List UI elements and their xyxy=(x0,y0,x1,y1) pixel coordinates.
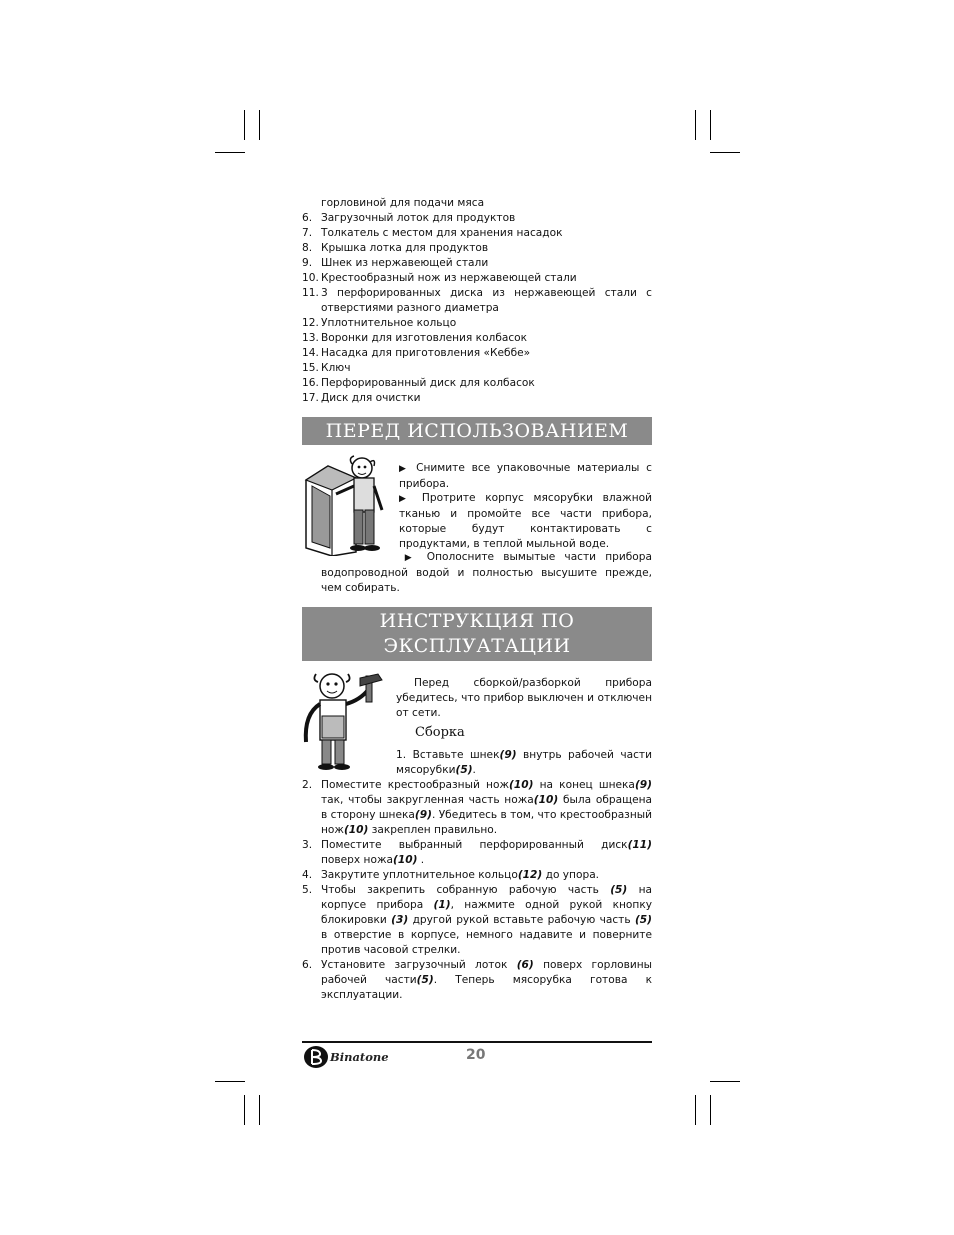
parts-list xyxy=(302,196,652,406)
handyman-illustration xyxy=(300,670,392,774)
section-title-instructions: ИНСТРУКЦИЯ ПО ЭКСПЛУАТАЦИИ xyxy=(302,607,652,661)
step-4: 4. Закрутите уплотнительное кольцо(12) до упора. xyxy=(302,869,600,881)
list-item: 16. Перфорированный диск для колбасок xyxy=(302,377,535,389)
crop-mark xyxy=(244,1095,245,1125)
steps-list xyxy=(302,778,652,1003)
binatone-logo-icon xyxy=(302,1045,330,1069)
crop-mark xyxy=(710,110,711,140)
step-1: 1. Вставьте шнек(9) внутрь рабочей части мясорубки(5). xyxy=(396,749,652,776)
subheading-assembly: Сборка xyxy=(415,725,465,740)
list-item: 8. Крышка лотка для продуктов xyxy=(302,242,489,254)
crop-mark xyxy=(710,152,740,153)
crop-mark xyxy=(215,152,245,153)
list-item: 14. Насадка для приготовления «Кеббе» xyxy=(302,347,531,359)
crop-mark xyxy=(259,1095,260,1125)
crop-mark xyxy=(244,110,245,140)
list-item: 15. Ключ xyxy=(302,362,351,374)
crop-mark xyxy=(710,1081,740,1082)
intro-paragraph: Перед сборкой/разборкой прибора убедитесь, что прибор выключен и отключен от сети. xyxy=(396,677,652,719)
list-item: 10. Крестообразный нож из нержавеющей стали xyxy=(302,272,577,284)
step-6: 6. Установите загрузочный лоток (6) поверх горловины рабочей части(5). Теперь мясорубка готова к эксплуатации. xyxy=(302,959,653,1001)
cleaning-man-illustration xyxy=(302,452,398,556)
list-item: 13. Воронки для изготовления колбасок xyxy=(302,332,528,344)
bullet-1: ▶ Снимите все упаковочные материалы с прибора. xyxy=(399,462,652,490)
footer-rule xyxy=(302,1041,652,1043)
crop-mark xyxy=(259,110,260,140)
section-title-before-use: ПЕРЕД ИСПОЛЬЗОВАНИЕМ xyxy=(302,417,652,445)
crop-mark xyxy=(710,1095,711,1125)
list-item: 12. Уплотнительное кольцо xyxy=(302,317,457,329)
bullet-3: ▶ Ополосните вымытые части прибора водопроводной водой и полностью высушите прежде, чем собирать. xyxy=(321,551,653,594)
list-item: 6. Загрузочный лоток для продуктов xyxy=(302,212,516,224)
step-3: 3. Поместите выбранный перфорированный диск(11) поверх ножа(10) . xyxy=(302,839,652,866)
step-5: 5. Чтобы закрепить собранную рабочую часть (5) на корпусе прибора (1), нажмите одной рукой кнопку блокировки (3) другой рукой вставьте рабочую часть (5) в отверстие в корпусе, немного надавите и поверните против часовой стрелки. xyxy=(302,884,653,956)
crop-mark xyxy=(695,1095,696,1125)
brand-name: Binatone xyxy=(330,1050,389,1064)
list-item: 7. Толкатель с местом для хранения насадок xyxy=(302,227,563,239)
page-number: 20 xyxy=(466,1047,486,1063)
list-item: 17. Диск для очистки xyxy=(302,392,421,404)
list-item: горловиной для подачи мяса xyxy=(321,197,485,209)
list-item: 11. 3 перфорированных диска из нержавеющей стали с отверстиями разного диаметра xyxy=(302,287,652,314)
list-item: 9. Шнек из нержавеющей стали xyxy=(302,257,489,269)
crop-mark xyxy=(695,110,696,140)
bullet-2: ▶ Протрите корпус мясорубки влажной тканью и промойте все части прибора, которые будут контактировать с продуктами, в теплой мыльной воде. xyxy=(399,492,652,550)
crop-mark xyxy=(215,1081,245,1082)
step-2: 2. Поместите крестообразный нож(10) на конец шнека(9) так, чтобы закругленная часть ножа(10) была обращена в сторону шнека(9). Убедитесь в том, что крестообразный нож(10) закреплен правильно. xyxy=(302,779,653,836)
